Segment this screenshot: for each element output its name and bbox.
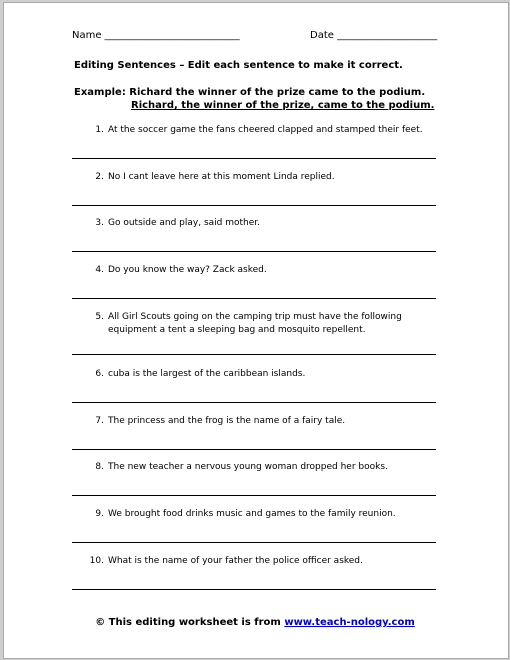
sentence-item bbox=[72, 461, 440, 474]
answer-line bbox=[72, 354, 436, 355]
item-sentence: No I cant leave here at this moment Linda replied. bbox=[108, 172, 335, 182]
item-sentence: What is the name of your father the police officer asked. bbox=[108, 556, 363, 566]
worksheet-header bbox=[72, 30, 472, 46]
item-number: 4. bbox=[95, 265, 104, 275]
date-field: Date ____________________ bbox=[310, 30, 438, 41]
item-number: 3. bbox=[95, 218, 104, 228]
item-number: 9. bbox=[95, 509, 104, 519]
item-number: 5. bbox=[95, 312, 104, 322]
copyright-footer bbox=[0, 617, 510, 628]
item-number: 6. bbox=[95, 369, 104, 379]
answer-line bbox=[72, 402, 436, 403]
sentence-item bbox=[72, 311, 440, 337]
item-sentence: Go outside and play, said mother. bbox=[108, 218, 261, 228]
example-original: Example: Richard the winner of the prize came to the podium. bbox=[74, 87, 426, 98]
item-sentence: At the soccer game the fans cheered clapped and stamped their feet. bbox=[108, 125, 423, 135]
sentence-item bbox=[72, 508, 440, 521]
sentence-item bbox=[72, 368, 440, 381]
answer-line bbox=[72, 449, 436, 450]
item-sentence: Do you know the way? Zack asked. bbox=[108, 265, 267, 275]
answer-line bbox=[72, 158, 436, 159]
sentence-item bbox=[72, 555, 440, 568]
sentence-item bbox=[72, 124, 440, 137]
answer-line bbox=[72, 542, 436, 543]
item-number: 2. bbox=[95, 172, 104, 182]
item-sentence: cuba is the largest of the caribbean islands. bbox=[108, 369, 306, 379]
sentence-item bbox=[72, 217, 440, 230]
example-corrected: Richard, the winner of the prize, came to the podium. bbox=[131, 100, 435, 111]
sentence-item bbox=[72, 415, 440, 428]
item-sentence: The new teacher a nervous young woman dropped her books. bbox=[108, 462, 388, 472]
teach-nology-link[interactable]: www.teach-nology.com bbox=[284, 617, 415, 628]
answer-line bbox=[72, 495, 436, 496]
item-sentence: We brought food drinks music and games to the family reunion. bbox=[108, 509, 396, 519]
answer-line bbox=[72, 205, 436, 206]
item-number: 8. bbox=[95, 462, 104, 472]
name-field: Name ___________________________ bbox=[72, 30, 240, 41]
sentence-item bbox=[72, 264, 440, 277]
copyright-text: © This editing worksheet is from bbox=[95, 617, 285, 628]
answer-line bbox=[72, 251, 436, 252]
answer-line bbox=[72, 589, 436, 590]
item-sentence: The princess and the frog is the name of a fairy tale. bbox=[108, 416, 346, 426]
item-number: 10. bbox=[89, 556, 104, 566]
item-number: 1. bbox=[95, 125, 104, 135]
item-sentence: All Girl Scouts going on the camping trip must have the following equipment a tent a sleeping bag and mosquito repellent. bbox=[108, 312, 402, 335]
answer-line bbox=[72, 298, 436, 299]
worksheet-title: Editing Sentences – Edit each sentence to make it correct. bbox=[74, 60, 403, 71]
sentence-item bbox=[72, 171, 440, 184]
item-number: 7. bbox=[95, 416, 104, 426]
